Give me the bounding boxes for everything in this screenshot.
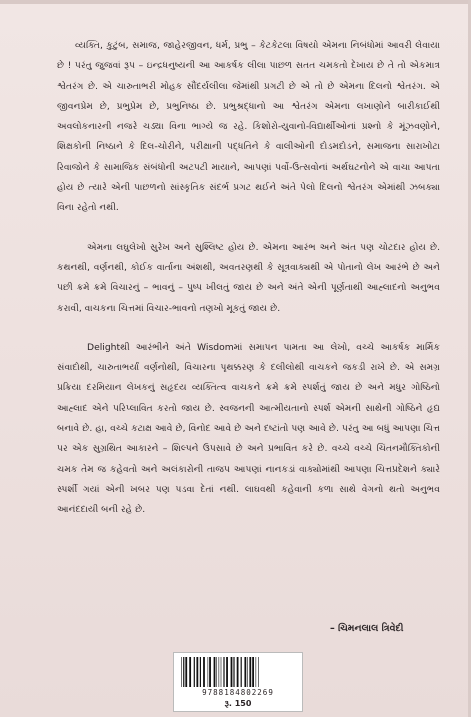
barcode-bar: [185, 657, 187, 687]
barcode-bar: [221, 657, 222, 687]
barcode-bar: [252, 657, 254, 687]
barcode-bar: [216, 657, 217, 687]
barcode-bar: [219, 657, 220, 687]
barcode-bar: [244, 657, 246, 687]
barcode-bar: [258, 657, 259, 687]
barcode-bar: [249, 657, 251, 687]
barcode-bar: [237, 657, 239, 687]
barcode-bar: [247, 657, 248, 687]
paragraph-2: એમના લઘુલેખો સુરેખ અને સુશ્લિષ્ટ હોય છે. એમના આરંભ અને અંત પણ ચોટદાર હોય છે. કથનથી, વર્ણનથી, કોઈક વાર્તાના અંશથી, અવતરણથી કે સૂત્રવાક્યથી એ પોતાનો લેખ આરંભે છે અને પછી ક્રમે ક્રમે વિચારનું – ભાવનું – પુષ્પ ખીલતું જાય છે અને અંતે એની પૂર્ણતાથી આહ્લાદનો અનુભવ કરાવી, વાચકના ચિત્તમાં વિચાર-ભાવનો તણખો મૂકતું જાય છે.: [57, 241, 440, 314]
barcode-bars: [180, 657, 296, 687]
author-signature: – ચિમનલાલ ત્રિવેદી: [330, 623, 404, 634]
paragraph-1: વ્યક્તિ, કુટુંબ, સમાજ, જાહેરજીવન, ધર્મ, પ્રભુ – કેટકેટલા વિષયો એમના નિબંધોમાં આવરી લેવાયા છે ! પરંતુ જુજવાં રૂપ – ઇન્દ્રધનુષ્યની આ આકર્ષક લીલા પાછળ સતત ચમકતો દેખાય છે તે તો એકમાત્ર શ્વેતરંગ છે. એ ચારુતાભરી મોહક સૌંદર્યલીલા જેમાંથી પ્રગટી છે એ તો છે એમના દિલનો શ્વેતરંગ. એ જીવનપ્રેમ છે, પ્રભુપ્રેમ છે, પ્રભુનિષ્ઠા છે. પ્રભુશ્રદ્ધાનો આ શ્વેતરંગ એમના લખાણોને બારીકાઈથી અવલોકનારની નજરે ચડ્યા વિના ભાગ્યે જ રહે. કિશોરો-યુવાનો-વિદ્યાર્થીઓનાં પ્રશ્નો કે મૂંઝવણોને, શિક્ષકોની નિષ્ઠાને કે દિલ-ચોરીને, પરીક્ષાની પદ્ધતિને કે વાલીઓની દોડમદોડને, સમાજના સારાખોટા રિવાજોને કે સામાજિક સંબંધોની અટપટી માયાને, આપણાં પર્વો-ઉત્સવોનાં અર્થઘટનોને એ વાચા આપતા હોય છે ત્યારે એની પાછળનો સાંસ્કૃતિક સંદર્ભ પ્રગટ થઈને અંતે પેલો દિલનો શ્વેતરંગ એમાંથી ઝબક્યા વિના રહેતો નથી.: [57, 40, 440, 214]
barcode-bar: [231, 657, 233, 687]
barcode-bar: [183, 657, 184, 687]
barcode-bar: [226, 657, 228, 687]
barcode-bar: [241, 657, 242, 687]
isbn-number: 9788184802269: [202, 688, 274, 697]
barcode-bar: [209, 657, 211, 687]
barcode-bar: [214, 657, 216, 687]
price-label: રૂ. 150: [224, 699, 252, 708]
barcode-bar: [181, 657, 182, 687]
barcode-bar: [194, 657, 195, 687]
top-edge-shadow: [0, 0, 471, 4]
barcode-bar: [256, 657, 257, 687]
paragraph-3: Delightથી આરંભીને અંતે Wisdomમાં સમાપન પામતા આ લેખો, વચ્ચે આકર્ષક માર્મિક સંવાદોથી, ચારુતાભર્યાં વર્ણનોથી, વિચારના પૃથક્કરણ કે દલીલોથી વાચકને જકડી રાખે છે. એ સમગ્ર પ્રક્રિયા દરમિયાન લેખકનું સહૃદય વ્યક્તિત્વ વાચકને ક્રમે ક્રમે સ્પર્શતું જાય છે અને મધુર ગોષ્ઠિનો આહ્લાદ એને પરિપ્લાવિત કરતો જાય છે. સ્વજનની આત્મીયતાનો સ્પર્શ એમની સાથેની ગોષ્ઠિને હૃદ્ય બનાવે છે. હા, વચ્ચે કટાક્ષ આવે છે, વિનોદ આવે છે અને દષ્ટાંતો પણ આવે છે. પરંતુ આ બધું આપણા ચિત્ત પર એક સુગ્રથિત આકારને – શિલ્પને ઉપસાવે છે અને પ્રભાવિત કરે છે. વચ્ચે વચ્ચે ચિંતનમૌક્તિકોની ચમક તેમ જ કહેવતો અને અલંકારોની તાજપ આપણાં નાનકડાં વાક્યોમાંથી આપણા ચિત્તપ્રદેશને ક્યારે સ્પર્શી ગયાં એની ખબર પણ પડવા દેતાં નથી. લાઘવથી કહેવાની કળા સાથે વેગનો થતો અનુભવ આનંદદાયી બની રહે છે.: [57, 341, 440, 516]
barcode-bar: [196, 657, 198, 687]
barcode-bar: [200, 657, 201, 687]
barcode-bar: [208, 657, 209, 687]
barcode-bar: [223, 657, 224, 687]
barcode-bar: [189, 657, 191, 687]
barcode-sticker: [173, 652, 303, 712]
barcode-bar: [233, 657, 234, 687]
barcode-bar: [203, 657, 205, 687]
blurb-text: [57, 36, 440, 540]
